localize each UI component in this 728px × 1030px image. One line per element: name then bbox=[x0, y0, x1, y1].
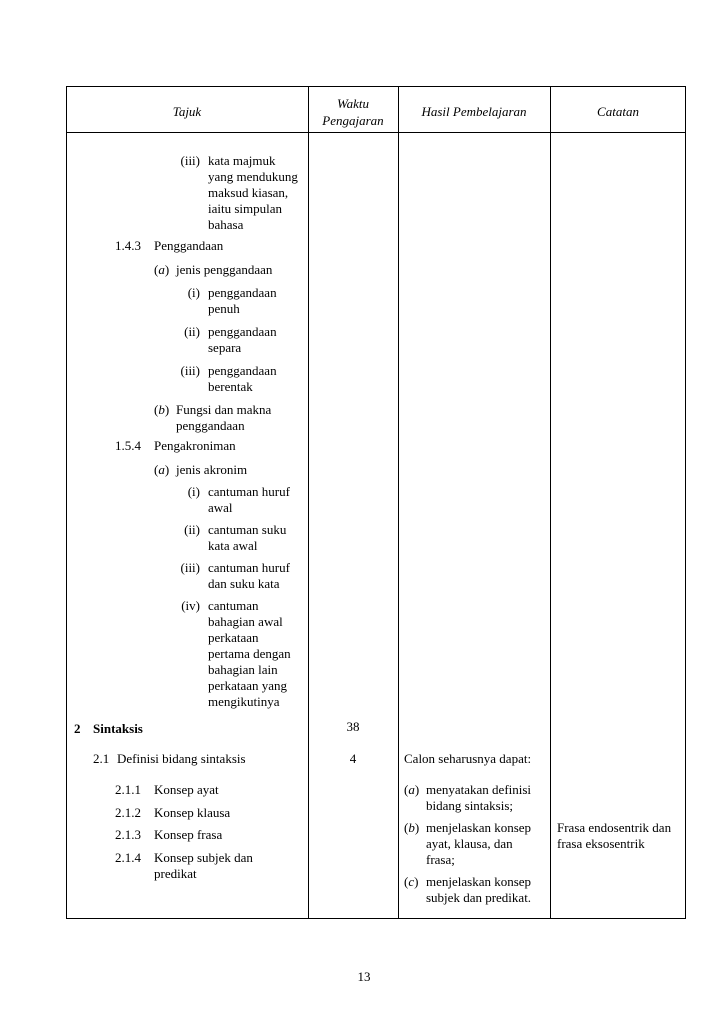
hasil-label: (a) bbox=[404, 782, 420, 797]
section-title: Sintaksis bbox=[93, 721, 143, 736]
hasil-text: ayat, klausa, dan bbox=[426, 836, 513, 851]
section-number: 1.4.3 bbox=[115, 238, 141, 253]
section-number: 2.1.3 bbox=[115, 827, 141, 842]
item-text: pertama dengan bbox=[208, 646, 291, 661]
item-label: (i) bbox=[187, 285, 200, 300]
item-text: penggandaan bbox=[208, 363, 277, 378]
header-pengajaran: Pengajaran bbox=[322, 113, 384, 128]
header-waktu: Waktu bbox=[336, 96, 370, 111]
item-text: perkataan yang bbox=[208, 678, 288, 693]
hasil-intro: Calon seharusnya dapat: bbox=[404, 751, 532, 766]
item-label: (a) bbox=[154, 462, 170, 477]
item-text: bahagian lain bbox=[208, 662, 278, 677]
header-divider bbox=[67, 132, 685, 133]
hasil-text: menyatakan definisi bbox=[426, 782, 532, 797]
item-text: kata majmuk bbox=[208, 153, 276, 168]
section-number: 2.1.2 bbox=[115, 805, 141, 820]
header-tajuk: Tajuk bbox=[172, 104, 202, 119]
item-label: (a) bbox=[154, 262, 170, 277]
hasil-text: bidang sintaksis; bbox=[426, 798, 514, 813]
item-text: iaitu simpulan bbox=[208, 201, 283, 216]
section-title: Definisi bidang sintaksis bbox=[117, 751, 246, 766]
section-title: Pengakroniman bbox=[154, 438, 236, 453]
item-text: perkataan bbox=[208, 630, 259, 645]
item-label: (ii) bbox=[184, 324, 200, 339]
item-text: Fungsi dan makna bbox=[176, 402, 272, 417]
item-text: cantuman huruf bbox=[208, 484, 290, 499]
item-text: maksud kiasan, bbox=[208, 185, 289, 200]
item-text: cantuman bbox=[208, 598, 259, 613]
item-text: jenis akronim bbox=[176, 462, 248, 477]
page-number: 13 bbox=[357, 969, 371, 984]
section-title: Konsep ayat bbox=[154, 782, 219, 797]
section-number: 2.1 bbox=[93, 751, 110, 766]
section-title: predikat bbox=[154, 866, 197, 881]
section-title: Penggandaan bbox=[154, 238, 224, 253]
section-number: 2.1.4 bbox=[115, 850, 141, 865]
section-number: 2.1.1 bbox=[115, 782, 141, 797]
catatan-text: frasa eksosentrik bbox=[557, 836, 645, 851]
hasil-text: menjelaskan konsep bbox=[426, 820, 532, 835]
header-catatan: Catatan bbox=[597, 104, 639, 119]
hasil-text: menjelaskan konsep bbox=[426, 874, 532, 889]
item-text: cantuman suku bbox=[208, 522, 287, 537]
section-title: Konsep klausa bbox=[154, 805, 231, 820]
item-label: (i) bbox=[187, 484, 200, 499]
item-text: jenis penggandaan bbox=[176, 262, 273, 277]
item-text: bahasa bbox=[208, 217, 244, 232]
column-divider bbox=[398, 87, 399, 918]
item-label: (iii) bbox=[180, 560, 200, 575]
catatan-text: Frasa endosentrik dan bbox=[557, 820, 672, 835]
item-label: (b) bbox=[154, 402, 170, 417]
section-title: Konsep subjek dan bbox=[154, 850, 253, 865]
hasil-text: frasa; bbox=[426, 852, 455, 867]
section-title: Konsep frasa bbox=[154, 827, 223, 842]
item-text: mengikutinya bbox=[208, 694, 280, 709]
column-divider bbox=[550, 87, 551, 918]
item-label: (iii) bbox=[180, 153, 200, 168]
item-text: penggandaan bbox=[208, 324, 277, 339]
item-label: (ii) bbox=[184, 522, 200, 537]
item-text: awal bbox=[208, 500, 233, 515]
section-number: 2 bbox=[74, 721, 81, 736]
item-text: penuh bbox=[208, 301, 240, 316]
item-text: penggandaan bbox=[176, 418, 245, 433]
item-text: penggandaan bbox=[208, 285, 277, 300]
header-hasil-pembelajaran: Hasil Pembelajaran bbox=[421, 104, 527, 119]
item-text: kata awal bbox=[208, 538, 258, 553]
waktu-value: 38 bbox=[346, 719, 360, 734]
item-text: yang mendukung bbox=[208, 169, 298, 184]
item-text: berentak bbox=[208, 379, 253, 394]
item-label: (iv) bbox=[181, 598, 200, 613]
hasil-text: subjek dan predikat. bbox=[426, 890, 532, 905]
item-label: (iii) bbox=[180, 363, 200, 378]
section-number: 1.5.4 bbox=[115, 438, 141, 453]
item-text: separa bbox=[208, 340, 242, 355]
item-text: dan suku kata bbox=[208, 576, 280, 591]
hasil-label: (b) bbox=[404, 820, 420, 835]
column-divider bbox=[308, 87, 309, 918]
waktu-value: 4 bbox=[349, 751, 357, 766]
item-text: cantuman huruf bbox=[208, 560, 290, 575]
item-text: bahagian awal bbox=[208, 614, 283, 629]
hasil-label: (c) bbox=[404, 874, 419, 889]
